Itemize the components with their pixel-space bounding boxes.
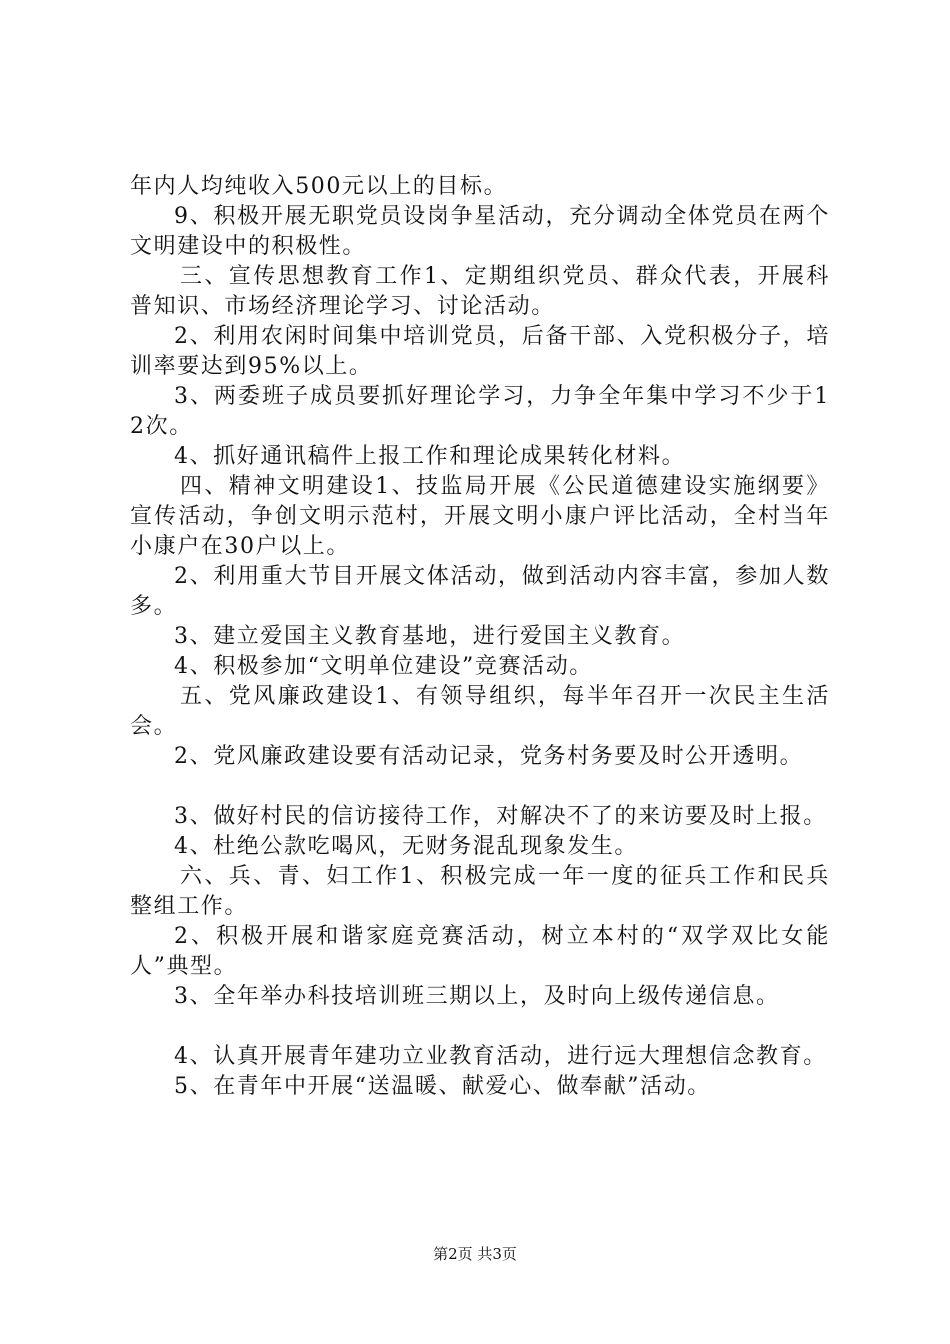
section-heading-4: 四、精神文明建设1、技监局开展《公民道德建设实施纲要》宣传活动，争创文明示范村，开展文明小康户评比活动，全村当年小康户在30户以上。 [130,474,830,559]
section-heading-6: 六、兵、青、妇工作1、积极完成一年一度的征兵工作和民兵整组工作。 [130,864,830,919]
paragraph-17: 3、全年举办科技培训班三期以上，及时向上级传递信息。 [174,984,780,1009]
paragraph-2: 9、积极开展无职党员设岗争星活动，充分调动全体党员在两个文明建设中的积极性。 [130,204,830,259]
paragraph-6: 4、抓好通讯稿件上报工作和理论成果转化材料。 [174,444,686,469]
paragraph-8: 2、利用重大节目开展文体活动，做到活动内容丰富，参加人数多。 [130,564,830,619]
document-body [130,172,830,1102]
paragraph-13: 3、做好村民的信访接待工作，对解决不了的来访要及时上报。 [174,804,827,829]
section-heading-5: 五、党风廉政建设1、有领导组织，每半年召开一次民主生活会。 [130,684,830,739]
paragraph-1: 年内人均纯收入500元以上的目标。 [130,174,508,199]
paragraph-9: 3、建立爱国主义教育基地，进行爱国主义教育。 [174,624,686,649]
paragraph-16: 2、积极开展和谐家庭竞赛活动，树立本村的“双学双比女能人”典型。 [130,924,830,979]
paragraph-14: 4、杜绝公款吃喝风，无财务混乱现象发生。 [174,834,638,859]
paragraph-19: 5、在青年中开展“送温暖、献爱心、做奉献”活动。 [174,1074,711,1099]
section-heading-3: 三、宣传思想教育工作1、定期组织党员、群众代表，开展科普知识、市场经济理论学习、讨论活动。 [130,264,830,319]
paragraph-4: 2、利用农闲时间集中培训党员，后备干部、入党积极分子，培训率要达到95%以上。 [130,324,830,379]
page-footer: 第2页 共3页 [433,1245,517,1263]
paragraph-10: 4、积极参加“文明单位建设”竞赛活动。 [174,654,593,679]
paragraph-18: 4、认真开展青年建功立业教育活动，进行远大理想信念教育。 [174,1044,827,1069]
paragraph-5: 3、两委班子成员要抓好理论学习，力争全年集中学习不少于12次。 [130,384,830,439]
paragraph-12: 2、党风廉政建设要有活动记录，党务村务要及时公开透明。 [174,744,804,769]
